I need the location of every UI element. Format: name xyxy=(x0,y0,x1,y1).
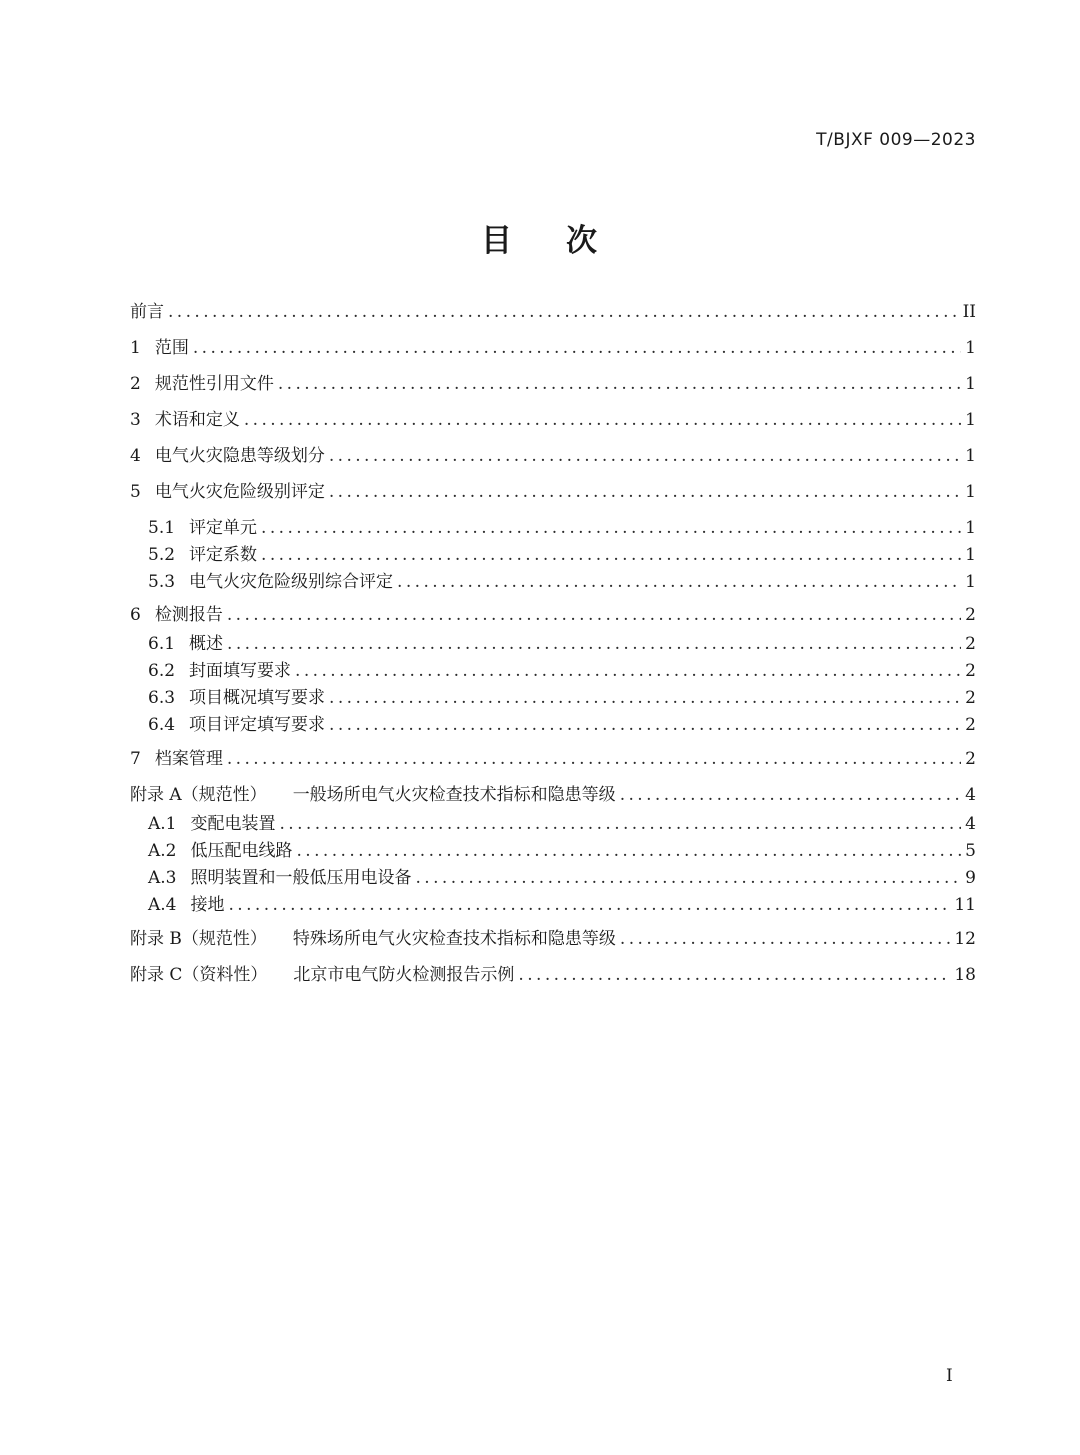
toc-number: A.1 xyxy=(148,814,177,834)
toc-label: 电气火灾危险级别综合评定 xyxy=(189,572,394,592)
dot-leader xyxy=(193,338,961,358)
dot-leader xyxy=(416,868,962,888)
toc-entry-appendix-b[interactable] xyxy=(130,924,976,960)
toc-entry-2[interactable] xyxy=(130,369,976,405)
toc-page: 4 xyxy=(965,814,976,834)
toc-label: 检测报告 xyxy=(154,605,223,625)
toc-number: 4 xyxy=(130,446,141,466)
toc-label: 特殊场所电气火灾检查技术指标和隐患等级 xyxy=(292,929,616,949)
toc-page: 1 xyxy=(965,518,976,538)
toc-number: 6.2 xyxy=(148,661,176,681)
toc-number: 附录 A（规范性） xyxy=(130,785,267,805)
table-of-contents xyxy=(130,297,976,996)
dot-leader xyxy=(229,895,951,915)
title-char-2: 次 xyxy=(566,223,599,259)
dot-leader xyxy=(227,605,961,625)
toc-entry-5-2[interactable] xyxy=(130,540,976,567)
toc-label: 变配电装置 xyxy=(190,814,276,834)
toc-label: 档案管理 xyxy=(154,749,223,769)
toc-page: 4 xyxy=(965,785,976,805)
dot-leader xyxy=(278,374,961,394)
toc-page: 2 xyxy=(965,661,976,681)
toc-page: 2 xyxy=(965,715,976,735)
toc-entry-foreword[interactable] xyxy=(130,297,976,333)
toc-page: 5 xyxy=(965,841,976,861)
toc-page: 11 xyxy=(954,895,976,915)
toc-number: 5.3 xyxy=(148,572,176,592)
toc-number: A.3 xyxy=(148,868,177,888)
dot-leader xyxy=(244,410,961,430)
toc-number: 1 xyxy=(130,338,141,358)
toc-number: 2 xyxy=(130,374,141,394)
toc-page: 12 xyxy=(954,929,976,949)
toc-number: 3 xyxy=(130,410,141,430)
toc-label: 项目评定填写要求 xyxy=(189,715,326,735)
toc-entry-1[interactable] xyxy=(130,333,976,369)
dot-leader xyxy=(329,446,961,466)
toc-number: 附录 B（规范性） xyxy=(130,929,267,949)
toc-page: 1 xyxy=(965,446,976,466)
toc-label: 一般场所电气火灾检查技术指标和隐患等级 xyxy=(292,785,616,805)
toc-page: 1 xyxy=(965,482,976,502)
toc-entry-5-3[interactable] xyxy=(130,567,976,600)
toc-entry-6-4[interactable] xyxy=(130,710,976,744)
toc-label: 电气火灾危险级别评定 xyxy=(154,482,325,502)
toc-page: 2 xyxy=(965,749,976,769)
toc-page: 1 xyxy=(965,545,976,565)
dot-leader xyxy=(261,518,961,538)
toc-page: 1 xyxy=(965,410,976,430)
title-char-1: 目 xyxy=(481,223,514,259)
toc-number: 5 xyxy=(130,482,141,502)
toc-page: II xyxy=(962,302,976,322)
page-title xyxy=(0,215,1080,260)
toc-label: 接地 xyxy=(190,895,225,915)
dot-leader xyxy=(329,715,961,735)
toc-label: 前言 xyxy=(130,302,164,322)
toc-entry-appendix-a[interactable] xyxy=(130,780,976,809)
toc-entry-6-3[interactable] xyxy=(130,683,976,710)
document-code: T/BJXF 009—2023 xyxy=(816,130,976,150)
toc-label: 术语和定义 xyxy=(154,410,240,430)
toc-number: 5.2 xyxy=(148,545,176,565)
toc-page: 18 xyxy=(954,965,976,985)
dot-leader xyxy=(168,302,959,322)
dot-leader xyxy=(518,965,950,985)
dot-leader xyxy=(620,929,950,949)
toc-page: 2 xyxy=(965,634,976,654)
dot-leader xyxy=(397,572,961,592)
toc-label: 概述 xyxy=(189,634,224,654)
toc-number: 7 xyxy=(130,749,141,769)
toc-number: 6.3 xyxy=(148,688,176,708)
toc-entry-a-3[interactable] xyxy=(130,863,976,890)
toc-number: 5.1 xyxy=(148,518,176,538)
toc-page: 2 xyxy=(965,688,976,708)
dot-leader xyxy=(295,661,961,681)
toc-entry-3[interactable] xyxy=(130,405,976,441)
toc-number: A.2 xyxy=(148,841,177,861)
toc-entry-6[interactable] xyxy=(130,600,976,629)
toc-page: 9 xyxy=(965,868,976,888)
toc-label: 评定单元 xyxy=(189,518,258,538)
toc-label: 电气火灾隐患等级划分 xyxy=(154,446,325,466)
dot-leader xyxy=(261,545,961,565)
toc-number: 附录 C（资料性） xyxy=(130,965,268,985)
toc-number: 6.4 xyxy=(148,715,176,735)
toc-number: 6.1 xyxy=(148,634,176,654)
dot-leader xyxy=(280,814,962,834)
toc-label: 规范性引用文件 xyxy=(154,374,274,394)
toc-page: 2 xyxy=(965,605,976,625)
toc-page: 1 xyxy=(965,338,976,358)
toc-entry-a-2[interactable] xyxy=(130,836,976,863)
page-number: I xyxy=(946,1366,953,1386)
dot-leader xyxy=(297,841,962,861)
dot-leader xyxy=(329,482,961,502)
toc-entry-5[interactable] xyxy=(130,477,976,513)
toc-entry-6-1[interactable] xyxy=(130,629,976,656)
toc-label: 北京市电气防火检测报告示例 xyxy=(293,965,515,985)
dot-leader xyxy=(620,785,961,805)
toc-label: 低压配电线路 xyxy=(190,841,293,861)
toc-label: 评定系数 xyxy=(189,545,258,565)
toc-entry-a-1[interactable] xyxy=(130,809,976,836)
toc-entry-appendix-c[interactable] xyxy=(130,960,976,996)
toc-label: 封面填写要求 xyxy=(189,661,292,681)
toc-entry-6-2[interactable] xyxy=(130,656,976,683)
toc-entry-a-4[interactable] xyxy=(130,890,976,924)
toc-entry-7[interactable] xyxy=(130,744,976,780)
toc-label: 项目概况填写要求 xyxy=(189,688,326,708)
toc-number: A.4 xyxy=(148,895,177,915)
dot-leader xyxy=(227,749,961,769)
toc-label: 照明装置和一般低压用电设备 xyxy=(190,868,412,888)
toc-label: 范围 xyxy=(154,338,189,358)
toc-entry-5-1[interactable] xyxy=(130,513,976,540)
toc-entry-4[interactable] xyxy=(130,441,976,477)
toc-number: 6 xyxy=(130,605,141,625)
toc-page: 1 xyxy=(965,374,976,394)
toc-page: 1 xyxy=(965,572,976,592)
dot-leader xyxy=(329,688,961,708)
dot-leader xyxy=(227,634,961,654)
